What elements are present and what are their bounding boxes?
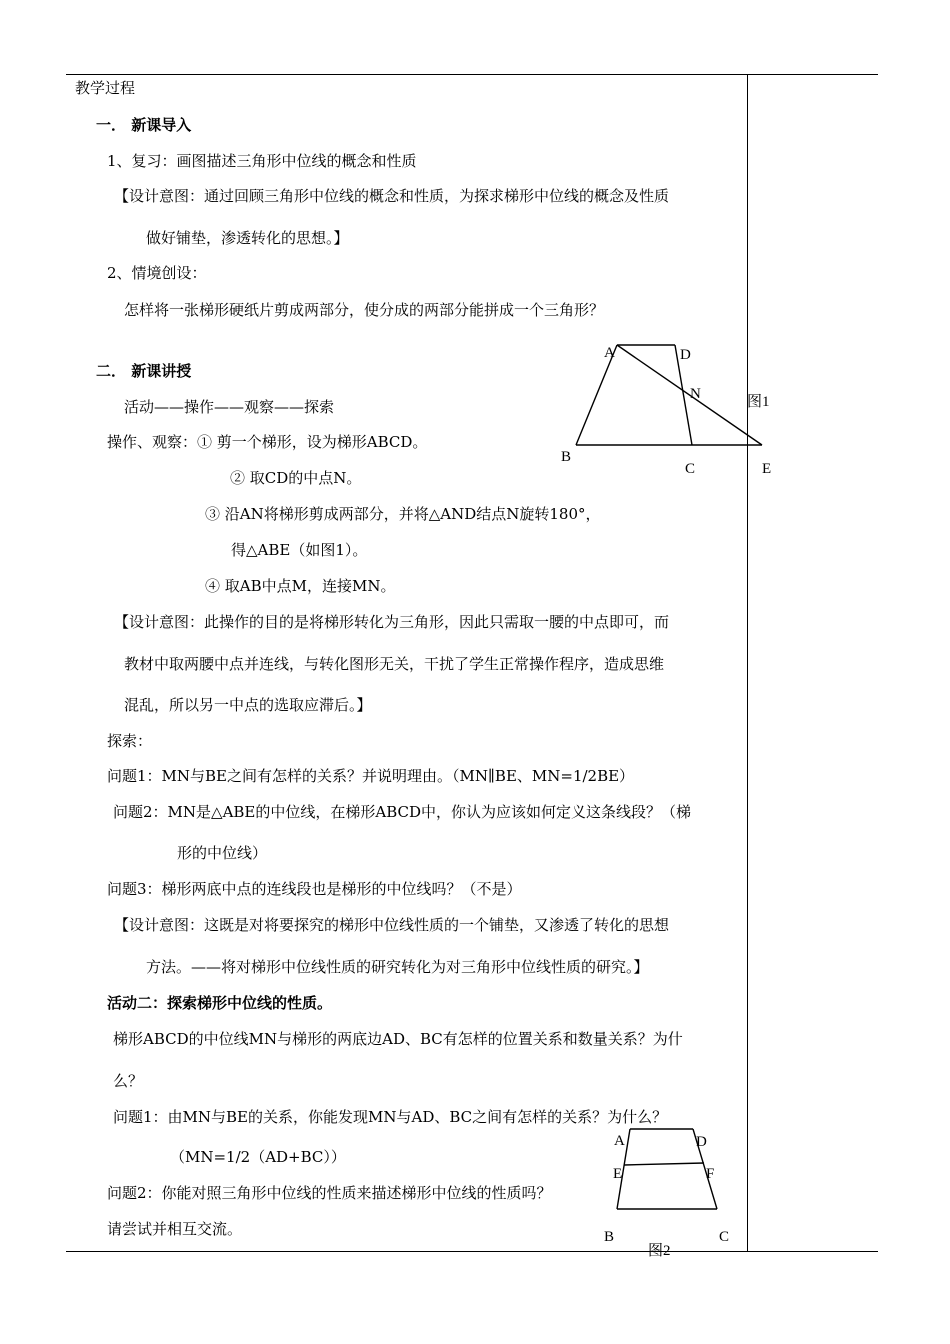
operation-step-1: 操作、观察：① 剪一个梯形，设为梯形ABCD。	[107, 433, 428, 451]
question-1: 问题1：MN与BE之间有怎样的关系？并说明理由。（MN∥BE、MN=1/2BE）	[107, 767, 635, 785]
activity-2-question-1: 问题1：由MN与BE的关系，你能发现MN与AD、BC之间有怎样的关系？为什么？	[113, 1108, 668, 1126]
operation-step-4: ④ 取AB中点M，连接MN。	[205, 577, 396, 595]
figure-2-label-d: D	[696, 1134, 707, 1150]
activity-2-text-line-1: 梯形ABCD的中位线MN与梯形的两底边AD、BC有怎样的位置关系和数量关系？为什	[113, 1030, 683, 1048]
figure-1-label-n: N	[690, 386, 701, 402]
design-intent-1-line-2: 做好铺垫，渗透转化的思想。】	[146, 229, 349, 247]
figure-2-label-e: E	[613, 1166, 623, 1182]
activity-1-title: 活动——操作——观察——探索	[124, 398, 335, 416]
figure-2-label-a: A	[614, 1133, 625, 1149]
design-intent-2-line-1: 【设计意图：此操作的目的是将梯形转化为三角形，因此只需取一腰的中点即可，而	[114, 613, 670, 631]
activity-2-question-1-answer: （MN=1/2（AD+BC））	[170, 1148, 346, 1166]
design-intent-3-line-1: 【设计意图：这既是对将要探究的梯形中位线性质的一个铺垫，又渗透了转化的思想	[114, 916, 670, 934]
figure-1-caption: 图1	[747, 394, 770, 410]
design-intent-3-line-2: 方法。——将对梯形中位线性质的研究转化为对三角形中位线性质的研究。】	[146, 958, 649, 976]
operation-step-3-line-2: 得△ABE（如图1）。	[231, 541, 368, 559]
activity-2-title: 活动二：探索梯形中位线的性质。	[107, 994, 333, 1012]
figure-1-label-d: D	[680, 347, 691, 363]
design-intent-1-line-1: 【设计意图：通过回顾三角形中位线的概念和性质，为探求梯形中位线的概念及性质	[114, 187, 670, 205]
activity-2-question-2: 问题2：你能对照三角形中位线的性质来描述梯形中位线的性质吗？	[107, 1184, 552, 1202]
question-3: 问题3：梯形两底中点的连线段也是梯形的中位线吗？（不是）	[107, 880, 522, 898]
design-intent-2-line-2: 教材中取两腰中点并连线，与转化图形无关，干扰了学生正常操作程序，造成思维	[124, 655, 665, 673]
section-1-title: 一． 新课导入	[96, 116, 192, 134]
activity-2-text-line-2: 么？	[113, 1072, 144, 1090]
question-2-line-2: 形的中位线）	[177, 844, 268, 862]
question-2-line-1: 问题2：MN是△ABE的中位线，在梯形ABCD中，你认为应该如何定义这条线段？（梯	[113, 803, 692, 821]
figure-1-label-a: A	[604, 345, 615, 361]
figure-2-label-b: B	[604, 1229, 615, 1245]
explore-label: 探索：	[107, 732, 153, 750]
section-2-title: 二． 新课讲授	[96, 362, 192, 380]
figure-1-label-b: B	[561, 449, 572, 465]
design-intent-2-line-3: 混乱，所以另一中点的选取应滞后。】	[124, 696, 372, 714]
review-item: 1、复习：画图描述三角形中位线的概念和性质	[107, 152, 417, 170]
operation-step-3-line-1: ③ 沿AN将梯形剪成两部分，并将△AND结点N旋转180°，	[205, 505, 601, 523]
cell-header: 教学过程	[75, 79, 136, 97]
figure-2-label-f: F	[706, 1166, 715, 1182]
figure-1-label-e: E	[762, 461, 772, 477]
activity-2-question-2-line-2: 请尝试并相互交流。	[107, 1220, 243, 1238]
scenario-item: 2、情境创设：	[107, 264, 207, 282]
scenario-question: 怎样将一张梯形硬纸片剪成两部分，使分成的两部分能拼成一个三角形？	[124, 301, 605, 319]
figure-2-caption: 图2	[648, 1243, 671, 1259]
figure-1-label-c: C	[685, 461, 696, 477]
operation-step-2: ② 取CD的中点N。	[230, 469, 362, 487]
figure-2-label-c: C	[719, 1229, 730, 1245]
